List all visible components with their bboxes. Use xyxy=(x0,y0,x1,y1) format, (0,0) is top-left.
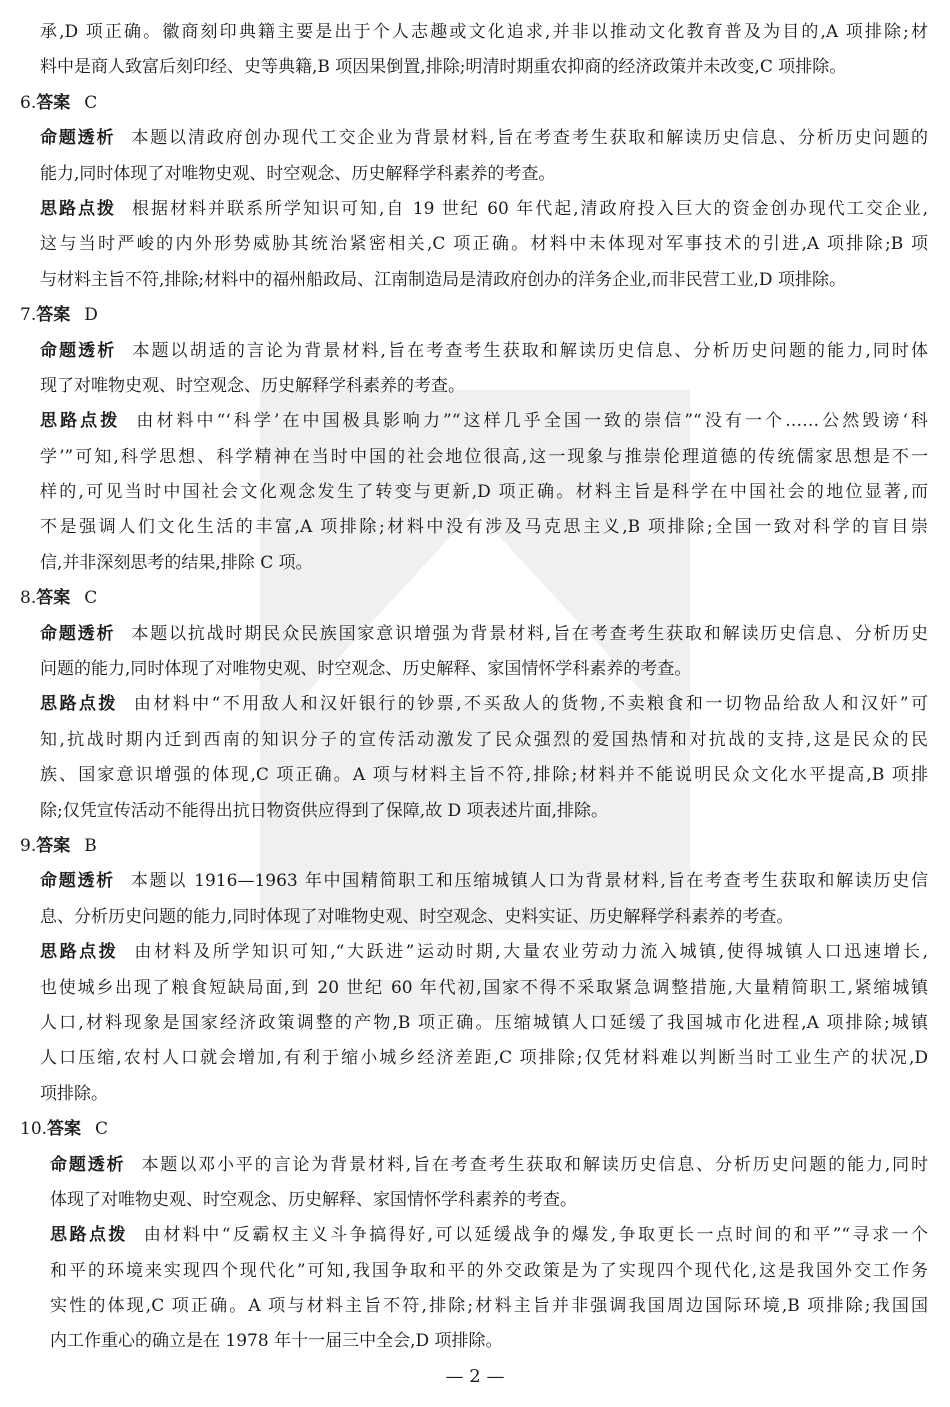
approach-paragraph-line-text: 由材料中“反霸权主义斗争搞得好,可以延缓战争的爆发,争取更长一点时间的和平”“寻求一个 xyxy=(143,1225,929,1246)
text-line xyxy=(50,1254,928,1289)
text-line xyxy=(40,192,928,227)
approach-paragraph-line-text: 信,并非深刻思考的结果,排除 C 项。 xyxy=(40,552,313,573)
text-line xyxy=(50,1289,928,1324)
text-line xyxy=(40,157,928,192)
text-line xyxy=(40,1077,928,1112)
approach-paragraph-line-text: 知,抗战时期内迁到西南的知识分子的宣传活动激发了民众强烈的爱国热情和对抗战的支持,这是民众的民 xyxy=(40,729,928,750)
text-line xyxy=(40,546,928,581)
text-line xyxy=(40,15,928,50)
analysis-label: 命题透析 xyxy=(40,623,116,644)
approach-paragraph xyxy=(0,192,950,298)
analysis-paragraph xyxy=(0,121,950,192)
approach-paragraph-line-text: 这与当时严峻的内外形势威胁其统治紧密相关,C 项正确。材料中未体现对军事技术的引进,A 项排除;B 项 xyxy=(40,234,928,255)
approach-paragraph-line-text: 项排除。 xyxy=(40,1083,108,1104)
question-number: 9. xyxy=(20,835,37,856)
answer-value: B xyxy=(84,835,97,856)
answer-document xyxy=(0,15,950,1360)
text-line xyxy=(50,1324,928,1359)
analysis-paragraph-line-text: 本题以清政府创办现代工交企业为背景材料,旨在考查考生获取和解读历史信息、分析历史问题的 xyxy=(131,128,928,149)
approach-paragraph-line-text: 人口压缩,农村人口就会增加,有利于缩小城乡经济差距,C 项排除;仅凭材料难以判断当时工业生产的状况,D xyxy=(40,1048,928,1069)
analysis-paragraph xyxy=(0,1148,950,1219)
analysis-paragraph-line-text: 体现了对唯物史观、时空观念、历史解释、家国情怀学科素养的考查。 xyxy=(50,1189,577,1210)
approach-paragraph-line-text: 人口,材料现象是国家经济政策调整的产物,B 项正确。压缩城镇人口延缓了我国城市化进程,A 项排除;城镇 xyxy=(40,1012,928,1033)
answer-heading xyxy=(20,829,950,864)
analysis-paragraph-line-text: 本题以胡适的言论为背景材料,旨在考查考生获取和解读历史信息、分析历史问题的能力,同时体 xyxy=(132,340,929,361)
text-line xyxy=(40,794,928,829)
approach-paragraph-line-text: 由材料及所学知识可知,“大跃进”运动时期,大量农业劳动力流入城镇,使得城镇人口迅速增长, xyxy=(134,942,929,963)
text-line xyxy=(40,227,928,262)
text-line xyxy=(40,864,928,899)
answer-label: 答案 xyxy=(36,305,71,326)
text-line xyxy=(40,475,928,510)
text-line xyxy=(40,935,928,970)
answer-value: C xyxy=(95,1119,109,1140)
approach-paragraph-line-text: 和平的环境来实现四个现代化”可知,我国争取和平的外交政策是为了实现四个现代化,这是我国外交工作务 xyxy=(50,1260,928,1281)
question-number: 10. xyxy=(20,1119,48,1140)
approach-paragraph xyxy=(0,687,950,829)
approach-paragraph-line-text: 由材料中“不用敌人和汉奸银行的钞票,不买敌人的货物,不卖粮食和一切物品给敌人和汉奸”可 xyxy=(133,694,928,715)
answer-heading xyxy=(20,298,950,333)
text-line xyxy=(40,510,928,545)
approach-label: 思路点拨 xyxy=(40,942,119,963)
approach-paragraph-line-text: 族、国家意识增强的体现,C 项正确。A 项与材料主旨不符,排除;材料并不能说明民众文化水平提高,B 项排 xyxy=(40,765,928,786)
text-line xyxy=(40,652,928,687)
answer-value: C xyxy=(84,588,98,609)
approach-paragraph-line-text: 由材料中“‘科学’在中国极具影响力”“这样几乎全国一致的崇信”“没有一个……公然毁谤‘科 xyxy=(136,411,928,432)
approach-paragraph xyxy=(0,404,950,581)
analysis-paragraph xyxy=(0,864,950,935)
question-number: 6. xyxy=(20,92,37,113)
answer-label: 答案 xyxy=(36,835,71,856)
intro-paragraph xyxy=(0,15,950,86)
answer-value: D xyxy=(84,305,98,326)
page-number: — 2 — xyxy=(445,1366,505,1387)
approach-paragraph-line-text: 不是强调人们文化生活的丰富,A 项排除;材料中没有涉及马克思主义,B 项排除;全国一致对科学的盲目崇 xyxy=(40,517,928,538)
text-line xyxy=(50,1183,928,1218)
answer-value: C xyxy=(84,92,98,113)
approach-paragraph-line-text: 根据材料并联系所学知识可知,自 19 世纪 60 年代起,清政府投入巨大的资金创办现代工交企业, xyxy=(132,198,929,219)
approach-paragraph-line-text: 学’”可知,科学思想、科学精神在当时中国的社会地位很高,这一现象与推崇伦理道德的传统儒家思想是不一 xyxy=(40,446,928,467)
text-line xyxy=(40,1041,928,1076)
analysis-paragraph-line-text: 息、分析历史问题的能力,同时体现了对唯物史观、时空观念、史料实证、历史解释学科素养的考查。 xyxy=(40,906,794,927)
text-line xyxy=(40,971,928,1006)
answer-label: 答案 xyxy=(36,588,71,609)
analysis-paragraph xyxy=(0,334,950,405)
text-line xyxy=(40,723,928,758)
intro-paragraph-line-text: 承,D 项正确。徽商刻印典籍主要是出于个人志趣或文化追求,并非以推动文化教育普及为目的,A 项排除;材 xyxy=(40,22,928,42)
analysis-label: 命题透析 xyxy=(40,871,115,892)
text-line xyxy=(40,617,928,652)
analysis-label: 命题透析 xyxy=(40,340,117,361)
answer-label: 答案 xyxy=(47,1119,82,1140)
approach-label: 思路点拨 xyxy=(40,411,121,432)
approach-paragraph-line-text: 也使城乡出现了粮食短缺局面,到 20 世纪 60 年代初,国家不得不采取紧急调整措施,大量精简职工,紧缩城镇 xyxy=(40,977,928,998)
approach-label: 思路点拨 xyxy=(50,1225,128,1246)
text-line xyxy=(40,121,928,156)
text-line xyxy=(40,369,928,404)
analysis-paragraph-line-text: 本题以抗战时期民众民族国家意识增强为背景材料,旨在考查考生获取和解读历史信息、分析历史 xyxy=(131,623,928,644)
text-line xyxy=(40,440,928,475)
analysis-paragraph-line-text: 本题以邓小平的言论为背景材料,旨在考查考生获取和解读历史信息、分析历史问题的能力,同时 xyxy=(141,1154,928,1175)
text-line xyxy=(40,758,928,793)
answer-heading xyxy=(20,86,950,121)
text-line xyxy=(40,1006,928,1041)
approach-paragraph-line-text: 除;仅凭宣传活动不能得出抗日物资供应得到了保障,故 D 项表述片面,排除。 xyxy=(40,800,608,821)
answer-heading xyxy=(20,581,950,616)
approach-paragraph xyxy=(0,935,950,1112)
text-line xyxy=(40,263,928,298)
question-number: 7. xyxy=(20,305,37,326)
intro-paragraph-line-text: 料中是商人致富后刻印经、史等典籍,B 项因果倒置,排除;明清时期重农抑商的经济政策并未改变,C 项排除。 xyxy=(40,57,847,78)
analysis-paragraph-line-text: 现了对唯物史观、时空观念、历史解释学科素养的考查。 xyxy=(40,375,465,396)
text-line xyxy=(40,334,928,369)
text-line xyxy=(40,50,928,85)
text-line xyxy=(40,900,928,935)
text-line xyxy=(50,1218,928,1253)
approach-paragraph-line-text: 与材料主旨不符,排除;材料中的福州船政局、江南制造局是清政府创办的洋务企业,而非民营工业,D 项排除。 xyxy=(40,269,846,290)
answer-label: 答案 xyxy=(36,92,71,113)
approach-paragraph-line-text: 实性的体现,C 项正确。A 项与材料主旨不符,排除;材料主旨并非强调我国周边国际环境,B 项排除;我国国 xyxy=(50,1296,928,1317)
analysis-label: 命题透析 xyxy=(50,1154,126,1175)
question-number: 8. xyxy=(20,588,37,609)
analysis-paragraph-line-text: 问题的能力,同时体现了对唯物史观、时空观念、历史解释、家国情怀学科素养的考查。 xyxy=(40,659,692,680)
approach-label: 思路点拨 xyxy=(40,198,116,219)
analysis-paragraph xyxy=(0,617,950,688)
analysis-label: 命题透析 xyxy=(40,128,116,149)
approach-label: 思路点拨 xyxy=(40,694,118,715)
text-line xyxy=(50,1148,928,1183)
answer-heading xyxy=(20,1112,950,1147)
approach-paragraph-line-text: 样的,可见当时中国社会文化观念发生了转变与更新,D 项正确。材料主旨是科学在中国社会的地位显著,而 xyxy=(40,482,928,503)
approach-paragraph xyxy=(0,1218,950,1360)
analysis-paragraph-line-text: 能力,同时体现了对唯物史观、时空观念、历史解释学科素养的考查。 xyxy=(40,163,556,184)
approach-paragraph-line-text: 内工作重心的确立是在 1978 年十一届三中全会,D 项排除。 xyxy=(50,1331,503,1352)
text-line xyxy=(40,687,928,722)
text-line xyxy=(40,404,928,439)
analysis-paragraph-line-text: 本题以 1916—1963 年中国精简职工和压缩城镇人口为背景材料,旨在考查考生获取和解读历史信 xyxy=(130,871,928,892)
